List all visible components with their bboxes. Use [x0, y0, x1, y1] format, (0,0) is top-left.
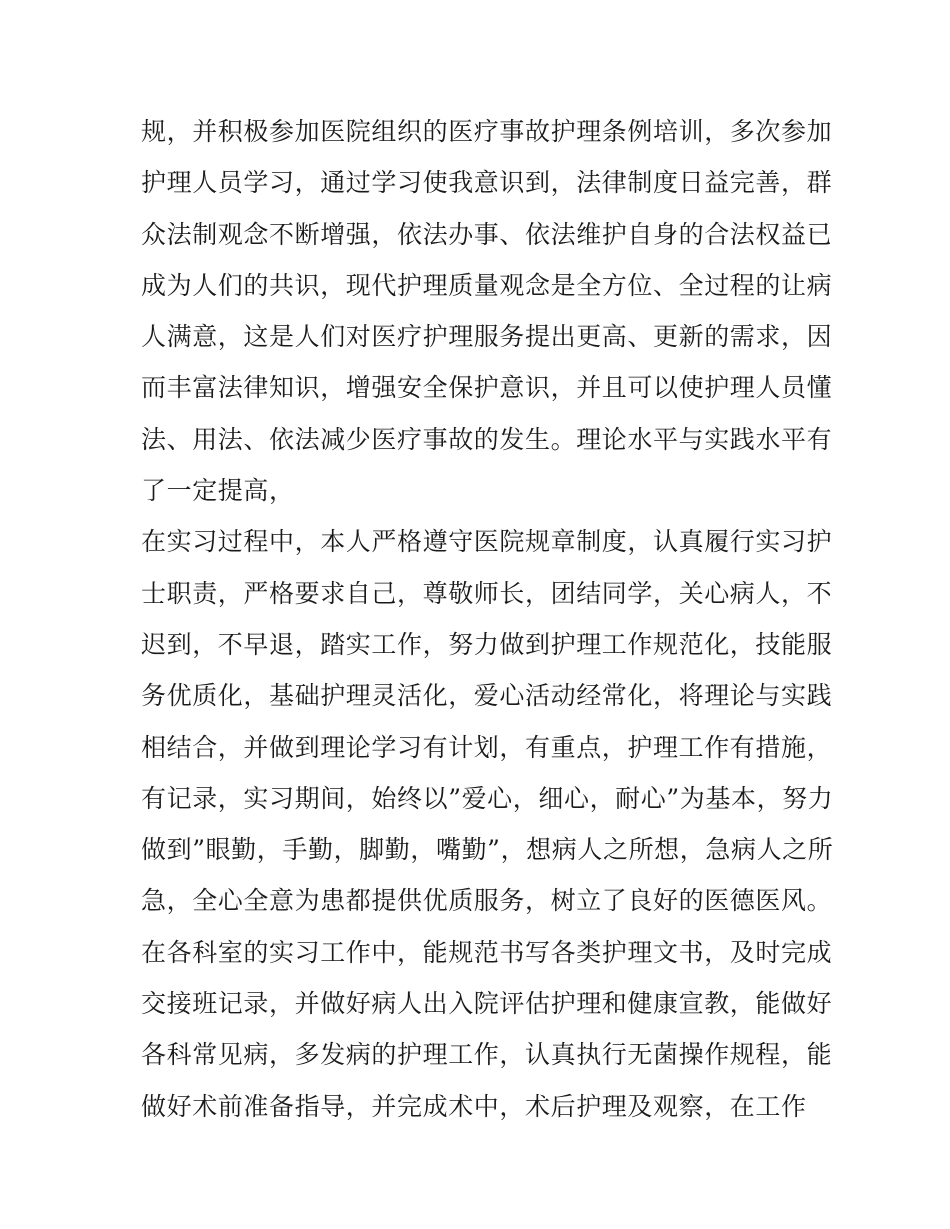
- text-line: 成为人们的共识，现代护理质量观念是全方位、全过程的让病: [141, 270, 833, 300]
- text-line: 交接班记录，并做好病人出入院评估护理和健康宣教，能做好: [141, 989, 833, 1019]
- body-text: [141, 106, 834, 1132]
- text-line: 有记录，实习期间，始终以”爱心，细心，耐心”为基本，努力: [141, 783, 834, 813]
- text-line: 各科常见病，多发病的护理工作，认真执行无菌操作规程，能: [141, 1040, 833, 1070]
- text-line: 相结合，并做到理论学习有计划，有重点，护理工作有措施，: [141, 732, 833, 762]
- text-line: 人满意，这是人们对医疗护理服务提出更高、更新的需求，因: [141, 322, 833, 352]
- text-line: 众法制观念不断增强，依法办事、依法维护自身的合法权益已: [141, 219, 833, 249]
- text-line: 做好术前准备指导，并完成术中，术后护理及观察，在工作: [141, 1091, 807, 1121]
- text-line: 护理人员学习，通过学习使我意识到，法律制度日益完善，群: [141, 168, 833, 198]
- text-line: 急，全心全意为患都提供优质服务，树立了良好的医德医风。: [141, 886, 833, 916]
- text-line: 在各科室的实习工作中，能规范书写各类护理文书，及时完成: [141, 937, 833, 967]
- text-line: 了一定提高，: [141, 476, 295, 506]
- text-line: 规，并积极参加医院组织的医疗事故护理条例培训，多次参加: [141, 117, 833, 146]
- text-line: 迟到，不早退，踏实工作，努力做到护理工作规范化，技能服: [141, 629, 833, 659]
- text-line: 士职责，严格要求自己，尊敬师长，团结同学，关心病人，不: [141, 578, 833, 608]
- text-line: 而丰富法律知识，增强安全保护意识，并且可以使护理人员懂: [141, 373, 833, 403]
- text-line: 务优质化，基础护理灵活化，爱心活动经常化，将理论与实践: [141, 681, 833, 711]
- text-line: 在实习过程中，本人严格遵守医院规章制度，认真履行实习护: [141, 527, 833, 557]
- text-line: 做到”眼勤，手勤，脚勤，嘴勤”，想病人之所想，急病人之所: [141, 835, 834, 865]
- text-line: 法、用法、依法减少医疗事故的发生。理论水平与实践水平有: [141, 424, 833, 454]
